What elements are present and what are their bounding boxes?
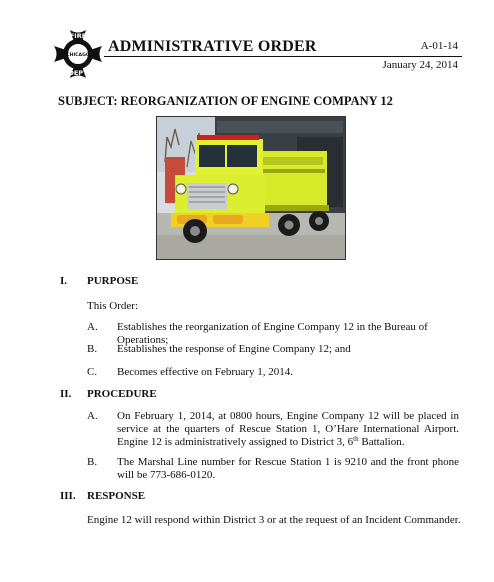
logo-text-center: CHICAGO (66, 53, 90, 58)
section-1-item-c-text: Becomes effective on February 1, 2014. (117, 366, 294, 378)
ordinal-suffix: th (353, 435, 359, 443)
section-1-item-b-text: Establishes the response of Engine Company 12; and (117, 343, 351, 355)
section-1-numeral: I. (60, 275, 68, 287)
subject-line: SUBJECT: REORGANIZATION OF ENGINE COMPANY 12 (58, 94, 393, 108)
header-divider (104, 56, 462, 57)
chicago-fire-dept-logo (52, 28, 104, 80)
section-3-heading: RESPONSE (87, 490, 146, 502)
section-1-item-a-text: Establishes the reorganization of Engine Company 12 in the Bureau of Operations; (117, 321, 428, 346)
logo-text-top: FIRE (69, 32, 87, 40)
section-3-numeral: III. (60, 490, 76, 502)
section-1-item-c-letter: C. (87, 366, 98, 378)
section-1-item-a-letter: A. (87, 321, 98, 333)
fire-engine-photo (156, 116, 346, 260)
section-1-heading: PURPOSE (87, 275, 139, 287)
document-title: ADMINISTRATIVE ORDER (108, 38, 317, 55)
section-2-item-a-letter: A. (87, 410, 98, 422)
section-3-body: Engine 12 will respond within District 3 or at the request of an Incident Commander. (87, 514, 461, 526)
logo-text-bottom: DEPT (68, 69, 88, 77)
section-2-heading: PROCEDURE (87, 388, 157, 400)
section-2-item-a-text: On February 1, 2014, at 0800 hours, Engine Company 12 will be placed in service at the quarters of Rescue Station 1, O’Hare International Airport. Engine 12 is administratively assigned to District 3, 6th Battalion. (117, 410, 459, 448)
section-2-item-b-letter: B. (87, 456, 98, 468)
section-2-item-b-text: The Marshal Line number for Rescue Station 1 is 9210 and the front phone will be 773-686-0120. (117, 456, 459, 481)
section-2-numeral: II. (60, 388, 72, 400)
order-number: A-01-14 (420, 40, 458, 52)
section-1-item-b-letter: B. (87, 343, 98, 355)
order-date: January 24, 2014 (382, 59, 458, 71)
section-1-intro: This Order: (87, 300, 139, 312)
